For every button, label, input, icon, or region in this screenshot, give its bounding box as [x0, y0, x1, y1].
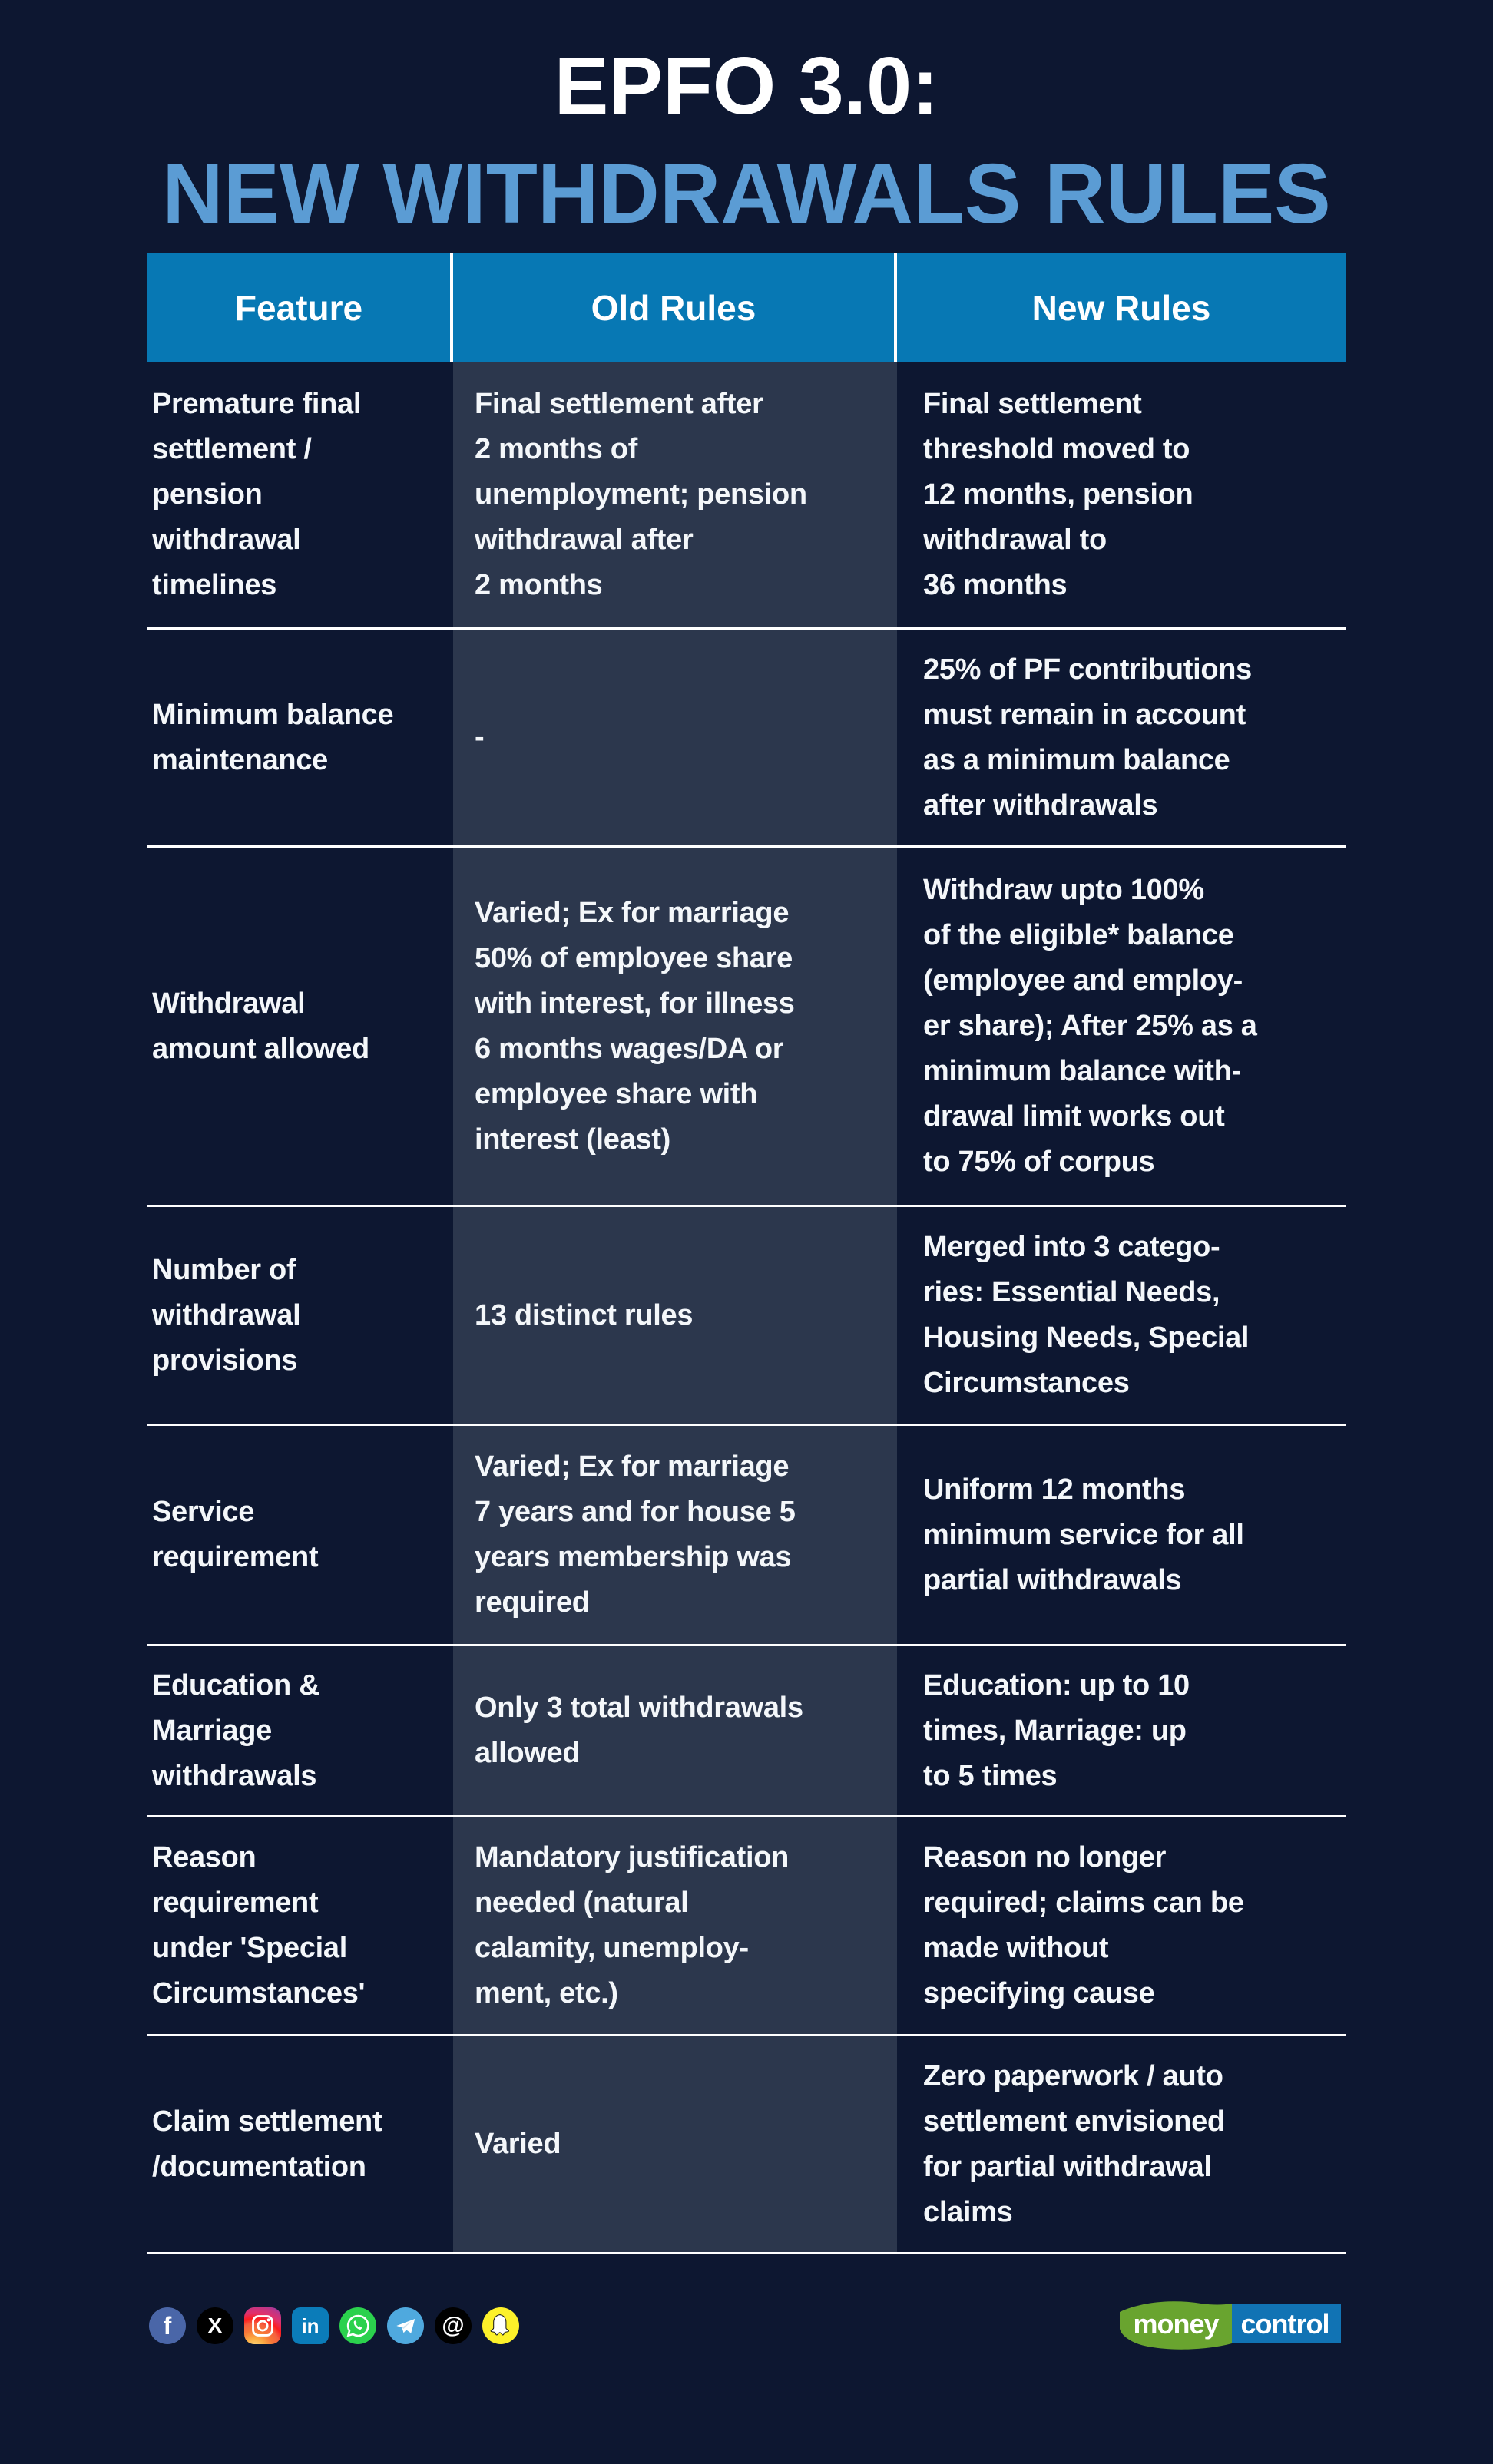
table-row [147, 362, 1346, 630]
cell-feature: Claim settlement /documentation [152, 2105, 382, 2183]
cell-new-rules: Education: up to 10 times, Marriage: up to 5 times [923, 1669, 1190, 1792]
table-row [147, 630, 1346, 848]
cell-old-rules: Varied [453, 2036, 897, 2252]
cell-new-rules: 25% of PF contributions must remain in account as a minimum balance after withdrawals [923, 653, 1253, 822]
whatsapp-icon[interactable] [339, 2307, 376, 2344]
table-header-row [147, 253, 1346, 362]
table-row [147, 1207, 1346, 1426]
snapchat-ghost-glyph [487, 2312, 515, 2340]
instagram-camera-glyph [250, 2313, 276, 2339]
table-row [147, 2036, 1346, 2254]
comparison-table [147, 253, 1346, 2254]
facebook-glyph: f [163, 2312, 172, 2340]
table-row [147, 1817, 1346, 2036]
facebook-icon[interactable] [149, 2307, 186, 2344]
table-row [147, 1646, 1346, 1817]
linkedin-glyph: in [301, 2314, 319, 2337]
telegram-plane-glyph [392, 2313, 419, 2339]
x-glyph: X [207, 2314, 223, 2337]
cell-new-rules: Final settlement threshold moved to 12 months, pension withdrawal to 36 months [923, 388, 1193, 601]
whatsapp-phone-glyph [344, 2312, 372, 2340]
threads-glyph: @ [442, 2313, 465, 2338]
cell-new-rules: Uniform 12 months minimum service for all partial withdrawals [923, 1473, 1244, 1596]
cell-feature: Number of withdrawal provisions [152, 1253, 301, 1377]
social-icons-bar [149, 2307, 519, 2344]
table-row [147, 848, 1346, 1207]
cell-new-rules: Withdraw upto 100% of the eligible* balance (employee and employ- er share); After 25% as a minimum balance with- drawal limit works out to 75% of corpus [923, 874, 1257, 1178]
page-title-line1: EPFO 3.0: [554, 41, 939, 131]
instagram-icon[interactable] [244, 2307, 281, 2344]
x-twitter-icon[interactable] [197, 2307, 233, 2344]
snapchat-icon[interactable] [482, 2307, 519, 2344]
logo-text-control: control [1240, 2308, 1329, 2340]
cell-feature: Service requirement [152, 1496, 319, 1573]
table-row [147, 1426, 1346, 1646]
cell-new-rules: Reason no longer required; claims can be made without specifying cause [923, 1841, 1244, 2009]
linkedin-icon[interactable] [292, 2307, 329, 2344]
telegram-icon[interactable] [387, 2307, 424, 2344]
cell-old-rules: Mandatory justification needed (natural calamity, unemploy- ment, etc.) [453, 1817, 897, 2034]
cell-feature: Premature final settlement / pension withdrawal timelines [152, 388, 362, 601]
cell-new-rules: Merged into 3 catego- ries: Essential Needs, Housing Needs, Special Circumstances [923, 1231, 1250, 1399]
cell-feature: Education & Marriage withdrawals [152, 1669, 320, 1792]
column-header-old-rules: Old Rules [453, 253, 897, 362]
logo-text-money: money [1133, 2308, 1219, 2340]
cell-old-rules: Only 3 total withdrawals allowed [453, 1646, 897, 1815]
cell-feature: Reason requirement under 'Special Circumstances' [152, 1841, 366, 2009]
cell-old-rules: Final settlement after 2 months of unemployment; pension withdrawal after 2 months [453, 362, 897, 627]
cell-feature: Withdrawal amount allowed [152, 987, 369, 1065]
moneycontrol-logo [1115, 2296, 1346, 2355]
cell-new-rules: Zero paperwork / auto settlement envisioned for partial withdrawal claims [923, 2059, 1225, 2228]
cell-old-rules: Varied; Ex for marriage 50% of employee share with interest, for illness 6 months wages/DA or employee share with interest (least) [453, 848, 897, 1205]
cell-old-rules: - [453, 630, 897, 845]
cell-feature: Minimum balance maintenance [152, 698, 394, 776]
cell-old-rules: Varied; Ex for marriage 7 years and for house 5 years membership was required [453, 1426, 897, 1644]
page-title-line2: NEW WITHDRAWALS RULES [162, 147, 1331, 241]
threads-icon[interactable] [435, 2307, 472, 2344]
column-header-new-rules: New Rules [1031, 288, 1211, 328]
cell-old-rules: 13 distinct rules [453, 1207, 897, 1424]
column-header-feature: Feature [147, 253, 453, 362]
